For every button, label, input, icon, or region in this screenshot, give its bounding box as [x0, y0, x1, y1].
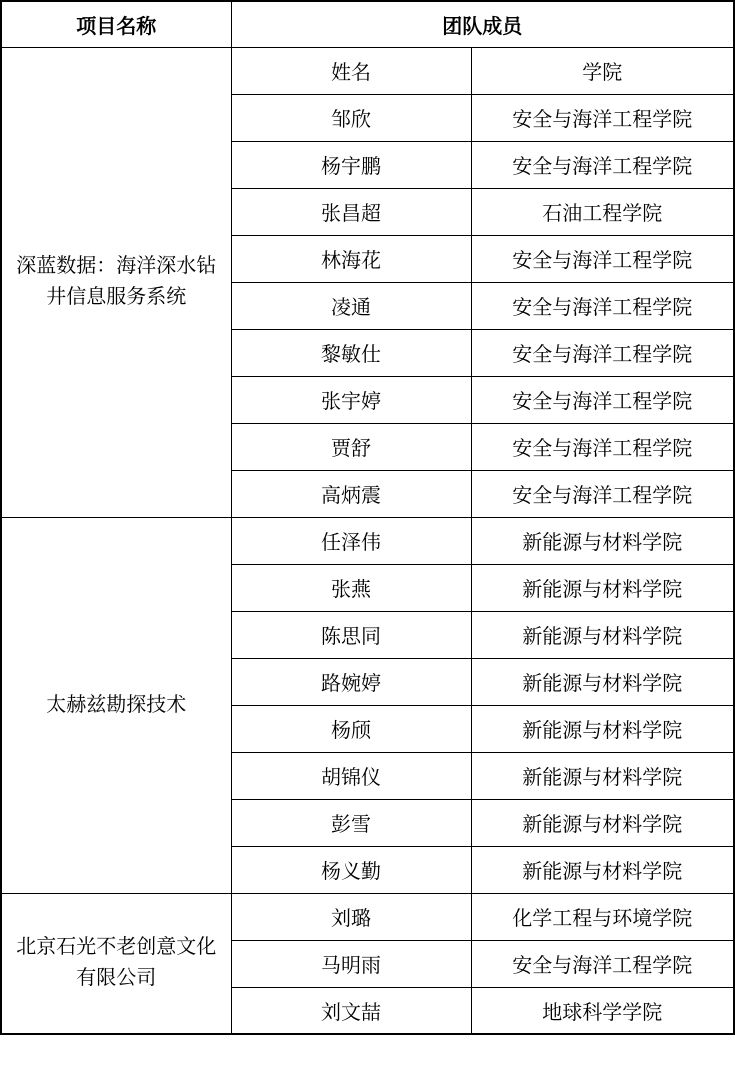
member-college: 安全与海洋工程学院 — [471, 376, 734, 423]
member-name: 任泽伟 — [231, 517, 471, 564]
member-college: 新能源与材料学院 — [471, 564, 734, 611]
member-name: 杨义勤 — [231, 846, 471, 893]
header-team-members: 团队成员 — [231, 1, 734, 47]
member-name: 彭雪 — [231, 799, 471, 846]
member-college: 新能源与材料学院 — [471, 611, 734, 658]
table-header — [1, 1, 734, 47]
member-name: 杨宇鹏 — [231, 141, 471, 188]
member-college: 新能源与材料学院 — [471, 517, 734, 564]
member-college: 新能源与材料学院 — [471, 658, 734, 705]
table-row — [1, 517, 734, 564]
member-name: 路婉婷 — [231, 658, 471, 705]
member-college: 石油工程学院 — [471, 188, 734, 235]
member-name: 凌通 — [231, 282, 471, 329]
member-name: 林海花 — [231, 235, 471, 282]
member-name: 张燕 — [231, 564, 471, 611]
member-college: 新能源与材料学院 — [471, 705, 734, 752]
member-college: 安全与海洋工程学院 — [471, 141, 734, 188]
member-college: 地球科学学院 — [471, 987, 734, 1034]
table-row — [1, 47, 734, 94]
subheader-college: 学院 — [471, 47, 734, 94]
member-name: 马明雨 — [231, 940, 471, 987]
member-name: 胡锦仪 — [231, 752, 471, 799]
member-name: 邹欣 — [231, 94, 471, 141]
member-college: 安全与海洋工程学院 — [471, 235, 734, 282]
member-college: 新能源与材料学院 — [471, 846, 734, 893]
project-name-cell: 太赫兹勘探技术 — [1, 517, 231, 893]
member-name: 张宇婷 — [231, 376, 471, 423]
member-name: 杨颀 — [231, 705, 471, 752]
table-row — [1, 893, 734, 940]
member-college: 新能源与材料学院 — [471, 799, 734, 846]
member-college: 安全与海洋工程学院 — [471, 94, 734, 141]
header-row — [1, 1, 734, 47]
project-name-cell: 北京石光不老创意文化有限公司 — [1, 893, 231, 1034]
header-project-name: 项目名称 — [1, 1, 231, 47]
member-name: 高炳震 — [231, 470, 471, 517]
member-college: 安全与海洋工程学院 — [471, 282, 734, 329]
subheader-name: 姓名 — [231, 47, 471, 94]
table-body — [1, 47, 734, 1034]
member-name: 刘文喆 — [231, 987, 471, 1034]
member-name: 张昌超 — [231, 188, 471, 235]
member-name: 陈思同 — [231, 611, 471, 658]
member-college: 新能源与材料学院 — [471, 752, 734, 799]
project-name-cell: 深蓝数据：海洋深水钻井信息服务系统 — [1, 47, 231, 517]
member-name: 黎敏仕 — [231, 329, 471, 376]
member-college: 化学工程与环境学院 — [471, 893, 734, 940]
member-college: 安全与海洋工程学院 — [471, 329, 734, 376]
member-name: 刘璐 — [231, 893, 471, 940]
member-college: 安全与海洋工程学院 — [471, 423, 734, 470]
member-name: 贾舒 — [231, 423, 471, 470]
member-college: 安全与海洋工程学院 — [471, 940, 734, 987]
member-college: 安全与海洋工程学院 — [471, 470, 734, 517]
